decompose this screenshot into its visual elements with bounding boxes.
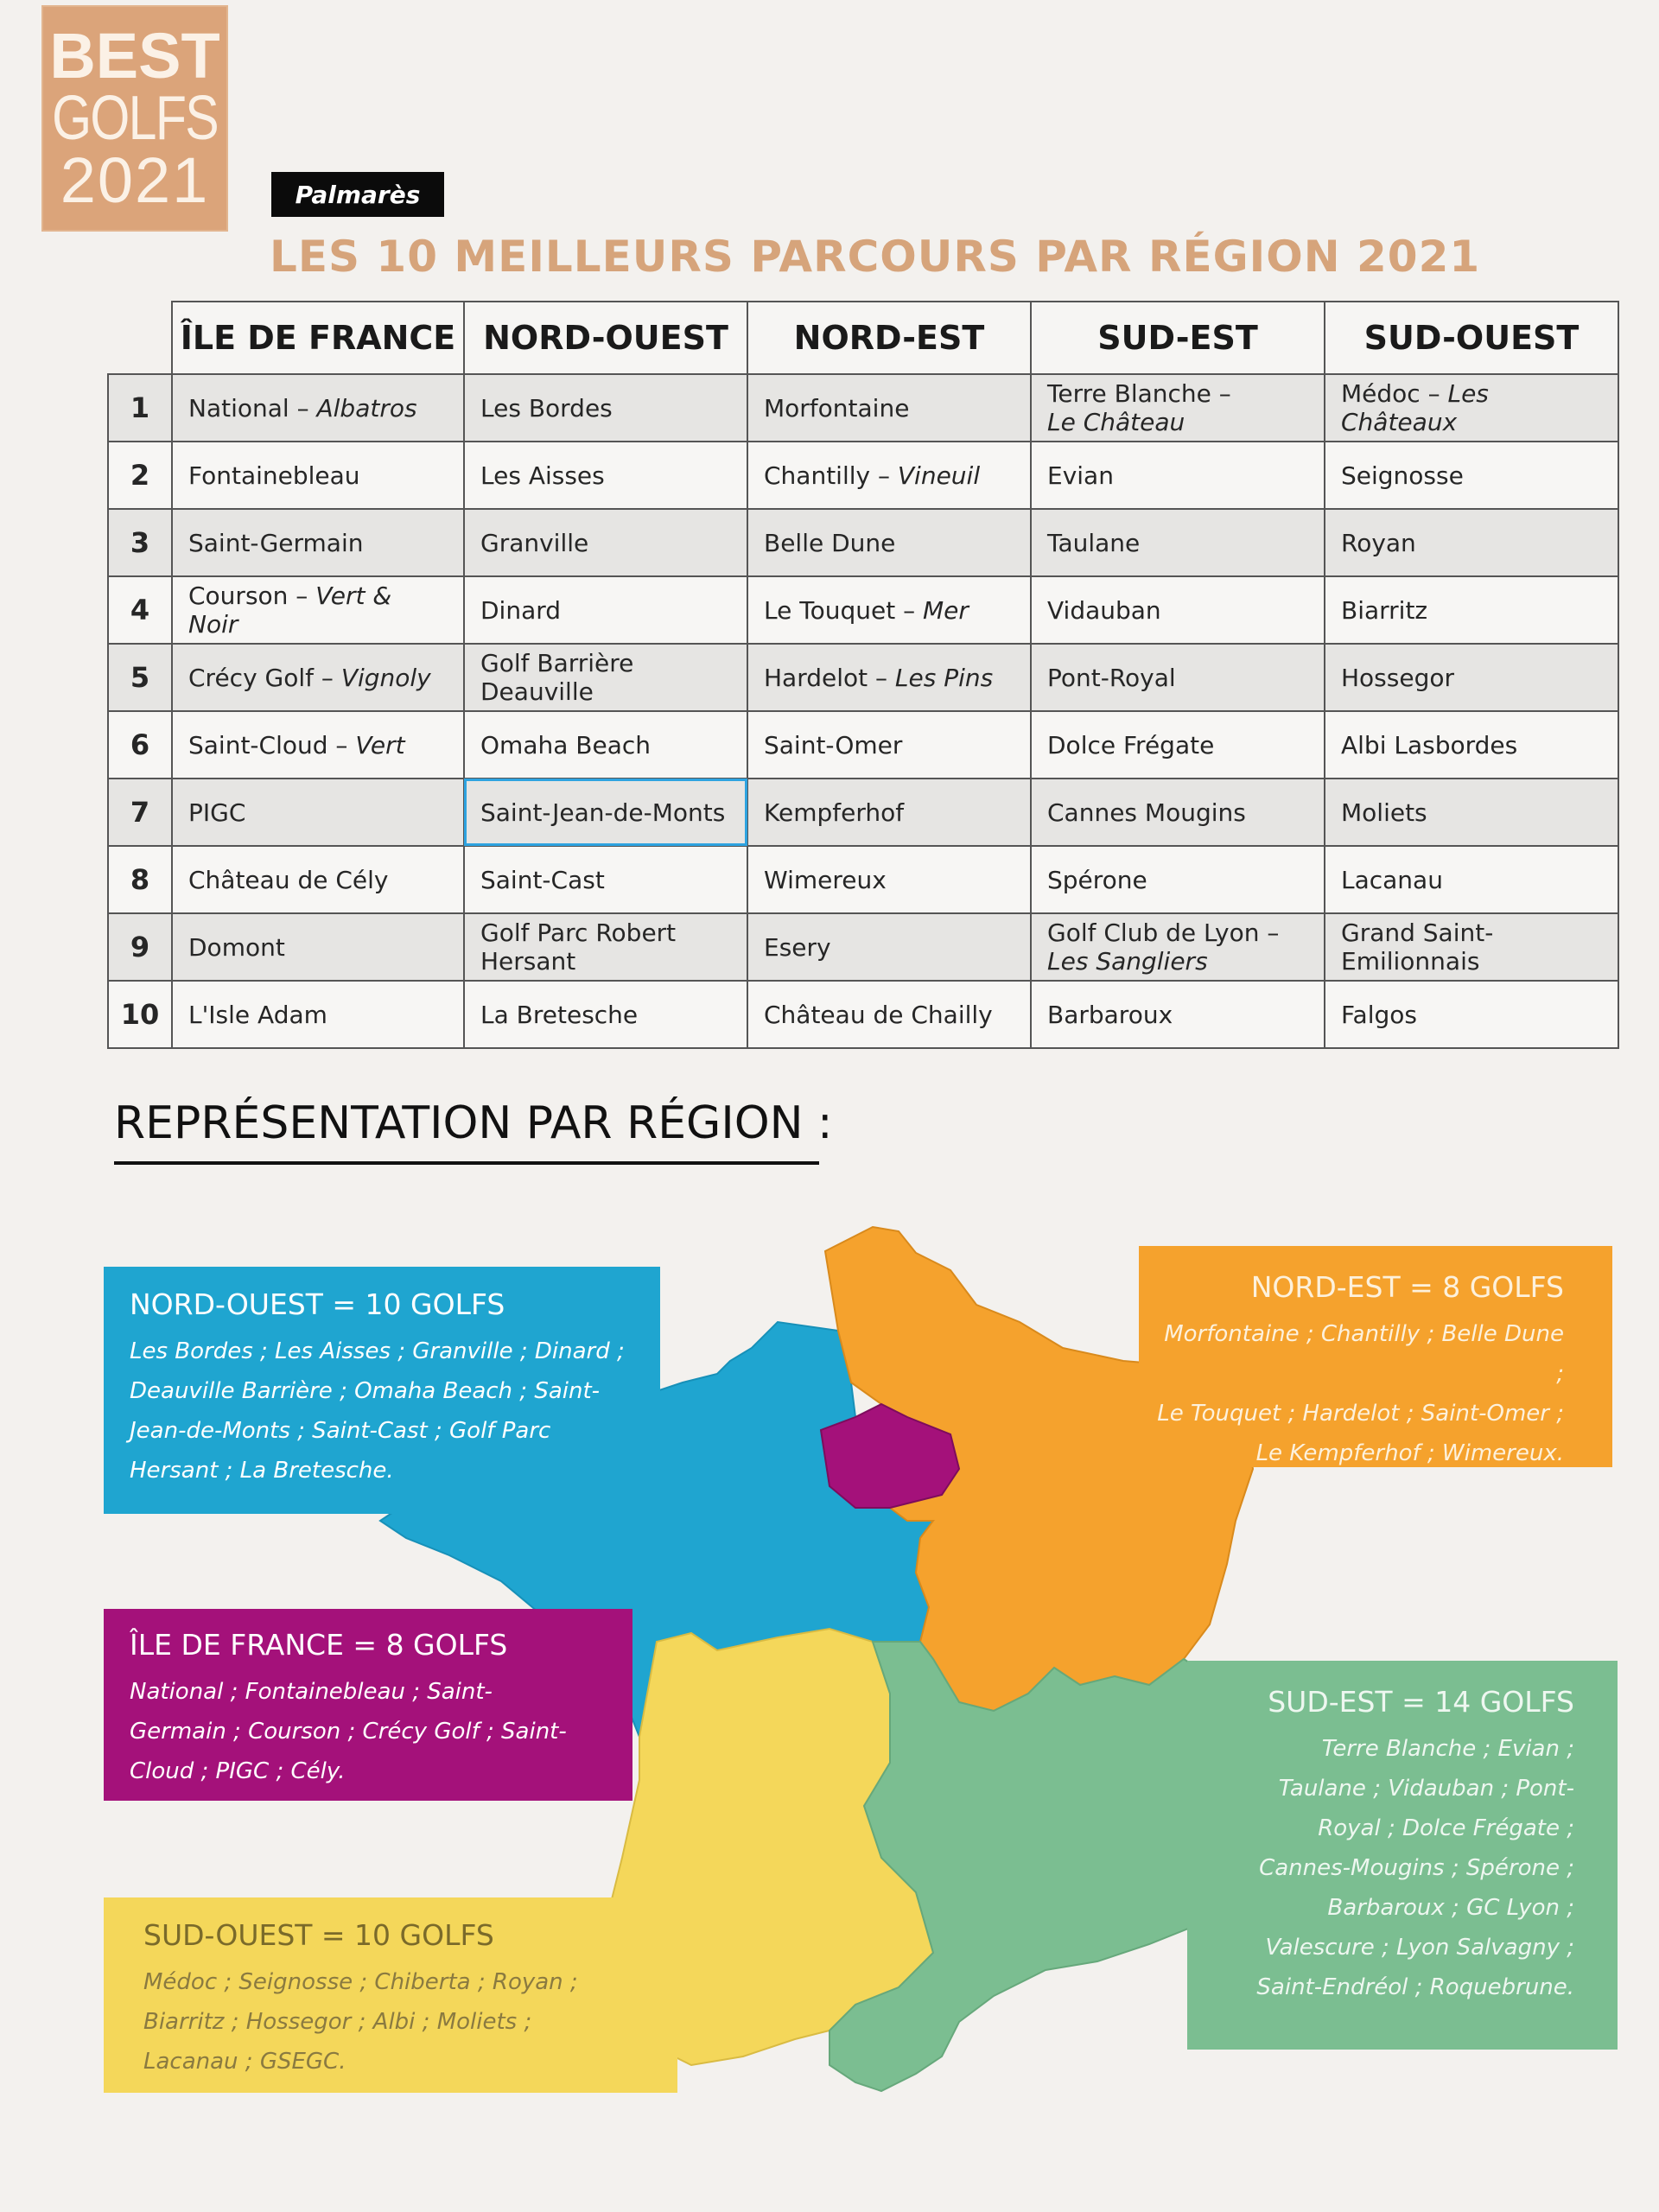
club-name: Hossegor bbox=[1341, 663, 1455, 692]
header-blank-cell bbox=[108, 302, 172, 374]
club-name: Barbaroux bbox=[1047, 1000, 1173, 1029]
cell-sud-est bbox=[1031, 509, 1325, 576]
course-name: Vert & Noir bbox=[188, 582, 392, 639]
club-name: Royan bbox=[1341, 528, 1416, 557]
club-name: Belle Dune bbox=[764, 528, 896, 557]
cell-nord-ouest bbox=[464, 981, 747, 1048]
region-list-line: Hersant ; La Bretesche. bbox=[130, 1458, 394, 1484]
region-list-line: Médoc ; Seignosse ; Chiberta ; Royan ; bbox=[143, 1969, 578, 1995]
cell-sud-est bbox=[1031, 711, 1325, 779]
club-name: Spérone bbox=[1047, 865, 1147, 894]
cell-nord-est bbox=[747, 442, 1031, 509]
club-name: Courson – bbox=[188, 582, 316, 610]
rank-cell: 8 bbox=[108, 846, 172, 913]
club-name: Granville bbox=[480, 528, 589, 557]
cell-ile-de-france bbox=[172, 374, 464, 442]
club-name: Château de Cély bbox=[188, 865, 389, 894]
cell-ile-de-france bbox=[172, 442, 464, 509]
club-name: Cannes Mougins bbox=[1047, 798, 1246, 827]
column-header-sud-ouest: SUD-OUEST bbox=[1325, 302, 1618, 374]
cell-sud-ouest bbox=[1325, 644, 1618, 711]
club-name: La Bretesche bbox=[480, 1000, 639, 1029]
club-name: Le Touquet – bbox=[764, 595, 923, 625]
table-row bbox=[108, 509, 1618, 576]
table-row bbox=[108, 442, 1618, 509]
region-box-sud-ouest bbox=[104, 1897, 677, 2093]
club-name: Evian bbox=[1047, 461, 1114, 490]
table-row bbox=[108, 846, 1618, 913]
cell-ile-de-france bbox=[172, 913, 464, 981]
course-name: Albatros bbox=[316, 393, 417, 423]
table-body bbox=[108, 374, 1618, 1048]
club-name: Albi Lasbordes bbox=[1341, 730, 1518, 760]
cell-ile-de-france bbox=[172, 509, 464, 576]
cell-nord-ouest bbox=[464, 509, 747, 576]
cell-sud-ouest bbox=[1325, 442, 1618, 509]
rank-cell: 7 bbox=[108, 779, 172, 846]
club-name: Saint-Jean-de-Monts bbox=[480, 798, 726, 827]
cell-nord-est bbox=[747, 509, 1031, 576]
course-name: Les Sangliers bbox=[1047, 947, 1208, 976]
column-header-ile-de-france: ÎLE DE FRANCE bbox=[172, 302, 464, 374]
table-row bbox=[108, 711, 1618, 779]
cell-sud-ouest bbox=[1325, 981, 1618, 1048]
table-header-row bbox=[108, 302, 1618, 374]
column-header-nord-ouest: NORD-OUEST bbox=[464, 302, 747, 374]
logo-line-best: BEST bbox=[49, 20, 220, 92]
cell-nord-ouest bbox=[464, 644, 747, 711]
table-row bbox=[108, 644, 1618, 711]
cell-nord-est bbox=[747, 576, 1031, 644]
cell-sud-ouest bbox=[1325, 711, 1618, 779]
region-box-nord-est bbox=[1139, 1246, 1612, 1467]
cell-nord-est bbox=[747, 644, 1031, 711]
region-list-line: Saint-Endréol ; Roquebrune. bbox=[1256, 1974, 1574, 2000]
rank-cell: 6 bbox=[108, 711, 172, 779]
course-name: Vignoly bbox=[340, 663, 431, 692]
region-list-line: Cannes-Mougins ; Spérone ; bbox=[1259, 1855, 1574, 1881]
club-name: L'Isle Adam bbox=[188, 1000, 327, 1029]
cell-nord-ouest bbox=[464, 711, 747, 779]
region-list-line: Cloud ; PIGC ; Cély. bbox=[130, 1758, 346, 1784]
cell-sud-ouest bbox=[1325, 374, 1618, 442]
club-name: Fontainebleau bbox=[188, 461, 360, 490]
course-name: Vineuil bbox=[897, 461, 981, 490]
club-name: Biarritz bbox=[1341, 595, 1428, 625]
club-name: Les Aisses bbox=[480, 461, 605, 490]
cell-sud-est bbox=[1031, 981, 1325, 1048]
column-header-sud-est: SUD-EST bbox=[1031, 302, 1325, 374]
course-name: Les Châteaux bbox=[1341, 379, 1489, 436]
region-list-line: Le Touquet ; Hardelot ; Saint-Omer ; bbox=[1157, 1401, 1564, 1427]
club-name: Saint-Germain bbox=[188, 528, 364, 557]
region-title-nord-ouest: NORD-OUEST = 10 GOLFS bbox=[130, 1287, 505, 1321]
column-header-nord-est: NORD-EST bbox=[747, 302, 1031, 374]
cell-nord-ouest bbox=[464, 913, 747, 981]
club-name: Golf Barrière Deauville bbox=[480, 649, 634, 706]
region-box-nord-ouest bbox=[104, 1267, 660, 1514]
region-list-line: National ; Fontainebleau ; Saint- bbox=[130, 1679, 493, 1705]
cell-nord-ouest bbox=[464, 846, 747, 913]
cell-sud-est bbox=[1031, 913, 1325, 981]
club-name: Omaha Beach bbox=[480, 730, 652, 760]
club-name: Dolce Frégate bbox=[1047, 730, 1215, 760]
club-name: Moliets bbox=[1341, 798, 1427, 827]
region-list-line: Taulane ; Vidauban ; Pont- bbox=[1278, 1776, 1574, 1802]
region-list-line: Germain ; Courson ; Crécy Golf ; Saint- bbox=[130, 1719, 567, 1745]
cell-ile-de-france bbox=[172, 644, 464, 711]
rank-cell: 3 bbox=[108, 509, 172, 576]
cell-ile-de-france bbox=[172, 779, 464, 846]
rank-cell: 9 bbox=[108, 913, 172, 981]
club-name: Crécy Golf – bbox=[188, 663, 341, 692]
cell-nord-est bbox=[747, 779, 1031, 846]
cell-nord-est bbox=[747, 846, 1031, 913]
course-name: Vert bbox=[355, 730, 405, 760]
cell-ile-de-france bbox=[172, 981, 464, 1048]
region-list-line: Deauville Barrière ; Omaha Beach ; Saint- bbox=[130, 1378, 601, 1404]
club-name: Domont bbox=[188, 932, 285, 962]
club-name: Vidauban bbox=[1047, 595, 1161, 625]
region-list-line: Jean-de-Monts ; Saint-Cast ; Golf Parc bbox=[130, 1418, 551, 1444]
cell-sud-est bbox=[1031, 576, 1325, 644]
rank-cell: 4 bbox=[108, 576, 172, 644]
club-name: Hardelot – bbox=[764, 663, 895, 692]
course-name: Le Château bbox=[1047, 408, 1185, 436]
cell-sud-est bbox=[1031, 779, 1325, 846]
region-list-line: Lacanau ; GSEGC. bbox=[143, 2049, 346, 2075]
cell-sud-est bbox=[1031, 846, 1325, 913]
club-name: Wimereux bbox=[764, 865, 887, 894]
cell-nord-ouest bbox=[464, 442, 747, 509]
cell-nord-ouest bbox=[464, 576, 747, 644]
club-name: Saint-Omer bbox=[764, 730, 903, 760]
cell-nord-est bbox=[747, 981, 1031, 1048]
course-name: Mer bbox=[922, 595, 969, 625]
map-region-sud-est bbox=[830, 1642, 1236, 2091]
section-title-underline bbox=[114, 1161, 819, 1165]
club-name: Taulane bbox=[1047, 528, 1141, 557]
region-box-sud-est bbox=[1187, 1661, 1618, 2050]
logo-line-year: 2021 bbox=[60, 144, 210, 216]
region-list-line: Barbaroux ; GC Lyon ; bbox=[1327, 1895, 1574, 1921]
club-name: Médoc – bbox=[1341, 379, 1448, 408]
cell-sud-est bbox=[1031, 442, 1325, 509]
region-box-ile-de-france bbox=[104, 1609, 632, 1801]
cell-sud-ouest bbox=[1325, 576, 1618, 644]
club-name: Les Bordes bbox=[480, 393, 613, 423]
region-title-nord-est: NORD-EST = 8 GOLFS bbox=[1250, 1270, 1564, 1304]
region-list-line: Terre Blanche ; Evian ; bbox=[1321, 1736, 1574, 1762]
cell-nord-ouest bbox=[464, 374, 747, 442]
rank-cell: 2 bbox=[108, 442, 172, 509]
club-name: Terre Blanche – bbox=[1047, 379, 1231, 408]
cell-nord-est bbox=[747, 374, 1031, 442]
cell-ile-de-france bbox=[172, 711, 464, 779]
rank-cell: 10 bbox=[108, 981, 172, 1048]
club-name: Saint-Cast bbox=[480, 865, 605, 894]
club-name: Château de Chailly bbox=[764, 1000, 993, 1029]
palmares-tag: Palmarès bbox=[271, 172, 444, 217]
rank-cell: 5 bbox=[108, 644, 172, 711]
region-title-sud-est: SUD-EST = 14 GOLFS bbox=[1268, 1685, 1574, 1719]
page-title: LES 10 MEILLEURS PARCOURS PAR RÉGION 2021 bbox=[270, 232, 1481, 282]
region-list-line: Biarritz ; Hossegor ; Albi ; Moliets ; bbox=[143, 2009, 532, 2035]
club-name: Grand Saint-Emilionnais bbox=[1341, 918, 1494, 976]
table-row bbox=[108, 913, 1618, 981]
cell-nord-est bbox=[747, 913, 1031, 981]
club-name: Esery bbox=[764, 932, 831, 962]
rank-cell: 1 bbox=[108, 374, 172, 442]
club-name: Morfontaine bbox=[764, 393, 910, 423]
course-name: Les Pins bbox=[894, 663, 994, 692]
cell-ile-de-france bbox=[172, 576, 464, 644]
table-row bbox=[108, 576, 1618, 644]
cell-sud-est bbox=[1031, 644, 1325, 711]
club-name: Saint-Cloud – bbox=[188, 730, 356, 760]
best-golfs-logo bbox=[41, 5, 228, 232]
region-list-line: Royal ; Dolce Frégate ; bbox=[1318, 1815, 1574, 1841]
club-name: Falgos bbox=[1341, 1000, 1417, 1029]
region-title-sud-ouest: SUD-OUEST = 10 GOLFS bbox=[143, 1918, 494, 1952]
cell-sud-ouest bbox=[1325, 779, 1618, 846]
cell-sud-est bbox=[1031, 374, 1325, 442]
cell-nord-est bbox=[747, 711, 1031, 779]
cell-ile-de-france bbox=[172, 846, 464, 913]
table-row bbox=[108, 374, 1618, 442]
club-name: PIGC bbox=[188, 798, 246, 827]
ranking-table bbox=[107, 301, 1619, 1049]
region-list-line: Valescure ; Lyon Salvagny ; bbox=[1265, 1935, 1574, 1961]
region-list-line: Le Kempferhof ; Wimereux. bbox=[1255, 1440, 1564, 1466]
club-name: Kempferhof bbox=[764, 798, 905, 827]
cell-sud-ouest bbox=[1325, 846, 1618, 913]
club-name: Golf Club de Lyon – bbox=[1047, 918, 1280, 947]
cell-sud-ouest bbox=[1325, 509, 1618, 576]
region-title-ile-de-france: ÎLE DE FRANCE = 8 GOLFS bbox=[130, 1628, 508, 1662]
club-name: Seignosse bbox=[1341, 461, 1464, 490]
club-name: Chantilly – bbox=[764, 461, 898, 490]
region-list-line: Les Bordes ; Les Aisses ; Granville ; Dinard ; bbox=[130, 1338, 625, 1364]
table-row bbox=[108, 779, 1618, 846]
cell-sud-ouest bbox=[1325, 913, 1618, 981]
club-name: Lacanau bbox=[1341, 865, 1443, 894]
table-row bbox=[108, 981, 1618, 1048]
club-name: National – bbox=[188, 393, 317, 423]
region-list-line: Morfontaine ; Chantilly ; Belle Dune ; bbox=[1164, 1321, 1564, 1387]
club-name: Golf Parc Robert Hersant bbox=[480, 918, 677, 976]
logo-line-golfs: GOLFS bbox=[52, 84, 218, 153]
section-title: REPRÉSENTATION PAR RÉGION : bbox=[114, 1097, 833, 1149]
club-name: Dinard bbox=[480, 595, 562, 625]
club-name: Pont-Royal bbox=[1047, 663, 1176, 692]
cell-nord-ouest bbox=[464, 779, 747, 846]
